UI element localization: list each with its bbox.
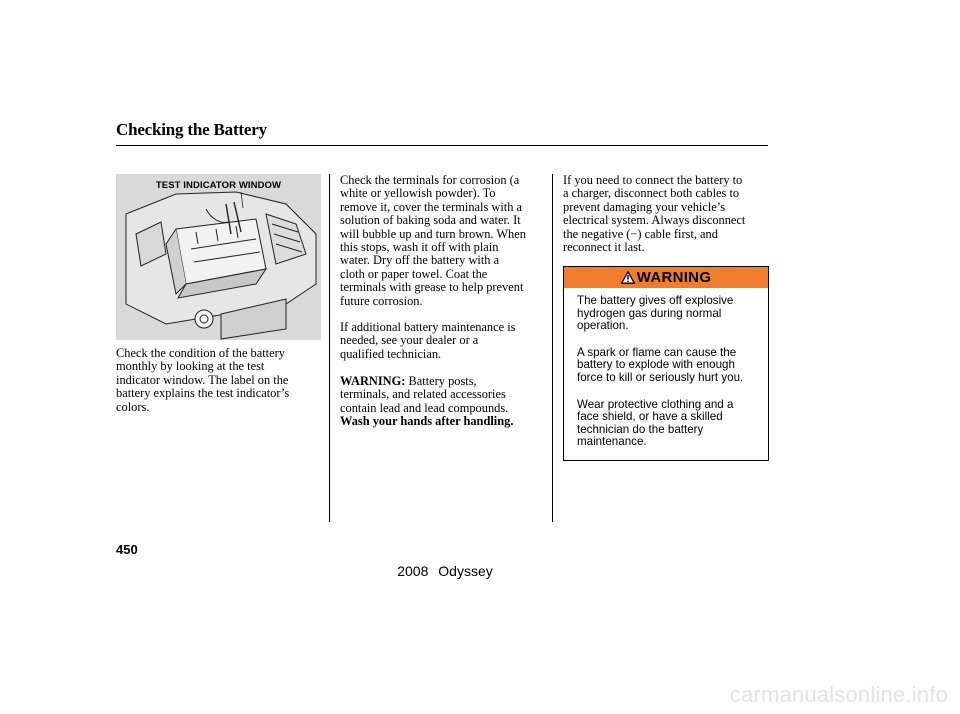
warning-triangle-icon	[621, 271, 635, 284]
col2-warning-paragraph	[340, 375, 513, 429]
warning-title: WARNING	[636, 269, 712, 286]
col2-paragraph-2: If additional battery maintenance is needed, see your dealer or a qualified technician.	[340, 320, 516, 361]
warning-box-para-2: A spark or flame can cause the battery to explode with enough force to kill or seriously hurt you.	[577, 345, 744, 384]
title-rule	[116, 145, 768, 146]
warning-rest: terminals, and related accessories contain lead and lead compounds.	[340, 387, 509, 415]
column-divider	[329, 174, 330, 522]
battery-drawing	[116, 174, 321, 340]
col2-paragraph-1: Check the terminals for corrosion (a white or yellowish powder). To remove it, cover the terminals with a solution of baking soda and water. It will bubble up and turn brown. When this stops, wash it off with plain water. Dry off the battery with a cloth or paper towel. Coat the terminals with grease to help prevent future corrosion.	[340, 173, 526, 308]
page-title: Checking the Battery	[116, 120, 267, 139]
figure-label: TEST INDICATOR WINDOW	[155, 180, 282, 191]
page-number: 450	[116, 542, 138, 557]
column-divider	[552, 174, 553, 522]
warning-box	[563, 266, 769, 461]
col1-paragraph: Check the condition of the battery monthly by looking at the test indicator window. The label on the battery explains the test indicator’s colors.	[116, 346, 290, 414]
warning-header	[564, 267, 768, 288]
warning-box-para-3: Wear protective clothing and a face shield, or have a skilled technician do the battery maintenance.	[577, 397, 734, 449]
warning-bold-line: Wash your hands after handling.	[340, 414, 514, 429]
watermark: carmanualsonline.info	[729, 682, 948, 707]
warning-label: WARNING:	[340, 374, 406, 388]
footer-model: Odyssey	[438, 563, 493, 579]
warning-line1: Battery posts,	[405, 374, 477, 388]
footer-year: 2008	[397, 563, 429, 579]
col3-paragraph: If you need to connect the battery to a charger, disconnect both cables to prevent damaging your vehicle’s electrical system. Always disconnect the negative (−) cable first, and reconnect it last.	[563, 173, 746, 255]
battery-illustration	[116, 174, 321, 340]
footer	[0, 563, 960, 579]
warning-box-para-1: The battery gives off explosive hydrogen gas during normal operation.	[577, 294, 734, 333]
